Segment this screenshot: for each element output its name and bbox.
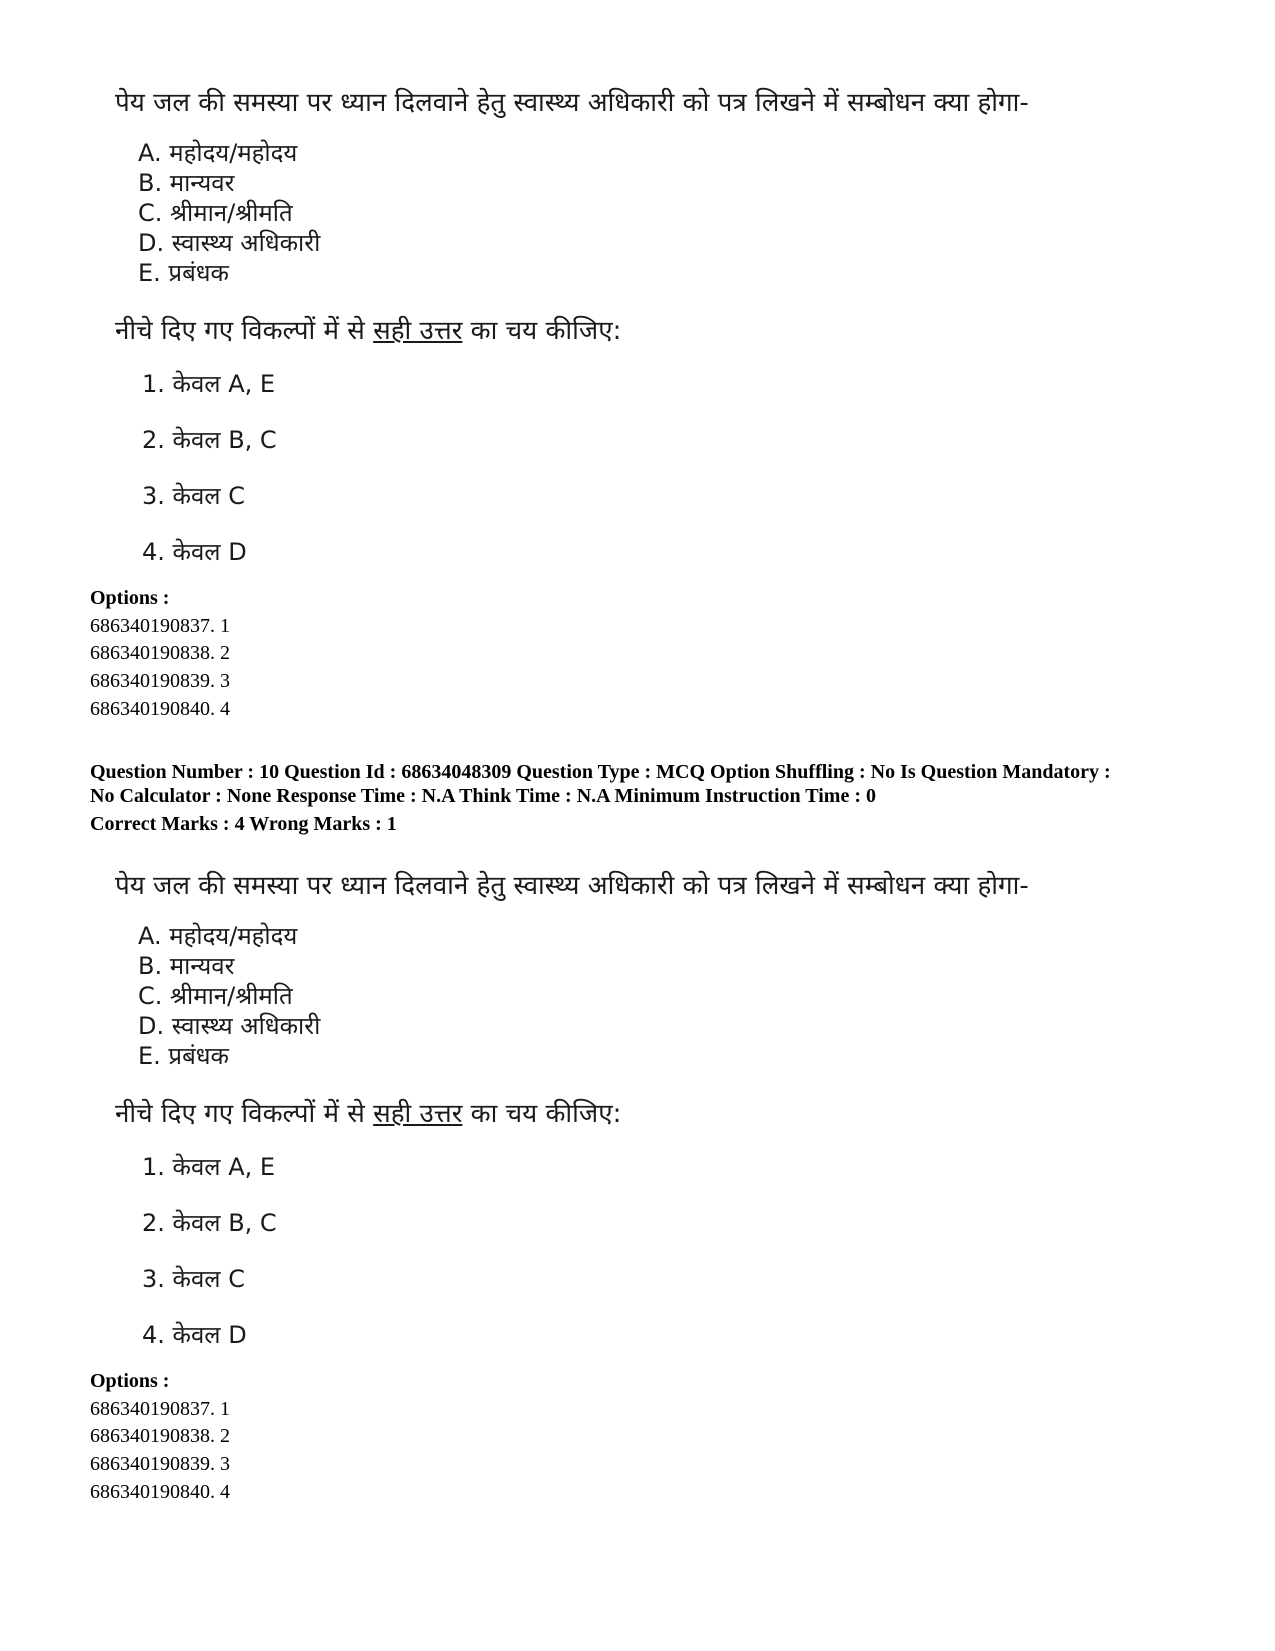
option-line: 686340190840. 4 (90, 1481, 230, 1503)
option-line: 686340190838. 2 (90, 1425, 230, 1447)
instruction-prefix: नीचे दिए गए विकल्पों में से (115, 1099, 374, 1129)
question-meta-line1: Question Number : 10 Question Id : 68634048309 Question Type : MCQ Option Shuffling : No Is Question Mandatory : (90, 761, 1111, 783)
statement-c: C. श्रीमान/श्रीमति (138, 199, 293, 227)
statement-b: B. मान्यवर (138, 169, 235, 197)
choice-4: 4. केवल D (142, 538, 247, 566)
statement-d: D. स्वास्थ्य अधिकारी (138, 229, 321, 257)
option-line: 686340190840. 4 (90, 698, 230, 720)
instruction (115, 311, 621, 347)
instruction-underlined: सही उत्तर (373, 1099, 463, 1129)
options-label: Options : (90, 587, 170, 609)
statement-e: E. प्रबंधक (138, 259, 229, 287)
question-text: पेय जल की समस्या पर ध्यान दिलवाने हेतु स्वास्थ्य अधिकारी को पत्र लिखने में सम्बोधन क्या होगा- (115, 88, 1029, 118)
option-line: 686340190837. 1 (90, 1398, 230, 1420)
option-line: 686340190839. 3 (90, 1453, 230, 1475)
option-line: 686340190837. 1 (90, 615, 230, 637)
choice-2: 2. केवल B, C (142, 426, 277, 454)
instruction-suffix: का चय कीजिए: (462, 1099, 622, 1129)
choice-3: 3. केवल C (142, 1265, 245, 1293)
instruction-underlined: सही उत्तर (373, 316, 463, 346)
choice-3: 3. केवल C (142, 482, 245, 510)
choice-4: 4. केवल D (142, 1321, 247, 1349)
options-label: Options : (90, 1370, 170, 1392)
choice-1: 1. केवल A, E (142, 370, 276, 398)
question-text: पेय जल की समस्या पर ध्यान दिलवाने हेतु स्वास्थ्य अधिकारी को पत्र लिखने में सम्बोधन क्या होगा- (115, 871, 1029, 901)
instruction-prefix: नीचे दिए गए विकल्पों में से (115, 316, 374, 346)
choice-2: 2. केवल B, C (142, 1209, 277, 1237)
question-marks: Correct Marks : 4 Wrong Marks : 1 (90, 813, 397, 835)
instruction (115, 1094, 621, 1130)
option-line: 686340190838. 2 (90, 642, 230, 664)
statement-a: A. महोदय/महोदय (138, 139, 298, 167)
instruction-suffix: का चय कीजिए: (462, 316, 622, 346)
question-meta-line2: No Calculator : None Response Time : N.A Think Time : N.A Minimum Instruction Time : 0 (90, 785, 876, 807)
statement-d: D. स्वास्थ्य अधिकारी (138, 1012, 321, 1040)
statement-e: E. प्रबंधक (138, 1042, 229, 1070)
choice-1: 1. केवल A, E (142, 1153, 276, 1181)
statement-b: B. मान्यवर (138, 952, 235, 980)
statement-a: A. महोदय/महोदय (138, 922, 298, 950)
option-line: 686340190839. 3 (90, 670, 230, 692)
statement-c: C. श्रीमान/श्रीमति (138, 982, 293, 1010)
